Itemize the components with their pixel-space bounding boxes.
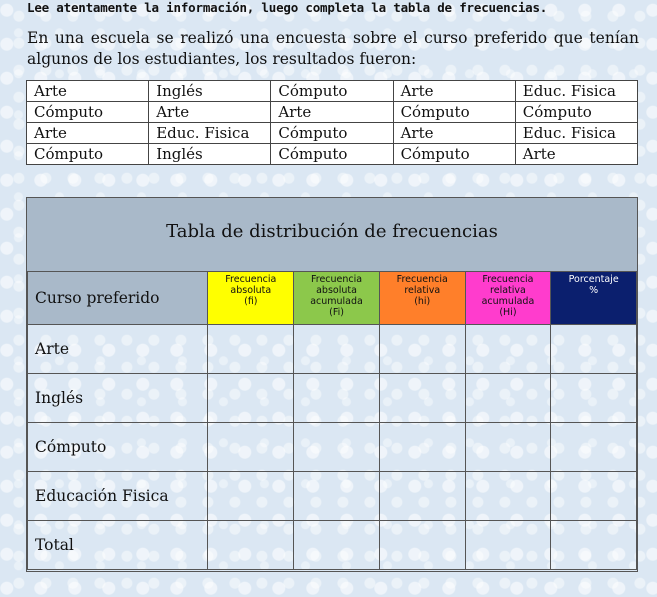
instruction-text: Lee atentamente la información, luego completa la tabla de frecuencias. bbox=[27, 0, 548, 15]
header-frecuencia-absoluta: Frecuencia absoluta (fi) bbox=[208, 272, 294, 325]
header-porcentaje: Porcentaje % bbox=[551, 272, 637, 325]
survey-cell: Arte bbox=[27, 81, 149, 102]
blank-answer-cell[interactable] bbox=[465, 423, 551, 472]
table-row bbox=[28, 374, 637, 423]
survey-cell: Cómputo bbox=[271, 81, 393, 102]
row-label-total: Total bbox=[28, 521, 208, 570]
blank-answer-cell[interactable] bbox=[208, 374, 294, 423]
blank-answer-cell[interactable] bbox=[551, 325, 637, 374]
survey-cell: Arte bbox=[271, 102, 393, 123]
survey-row bbox=[27, 123, 638, 144]
survey-row bbox=[27, 81, 638, 102]
intro-paragraph: En una escuela se realizó una encuesta sobre el curso preferido que tenían algunos de los estudiantes, los resultados fueron: bbox=[27, 29, 639, 68]
row-label-ingles: Inglés bbox=[28, 374, 208, 423]
survey-cell: Inglés bbox=[149, 144, 271, 165]
survey-cell: Arte bbox=[149, 102, 271, 123]
blank-answer-cell[interactable] bbox=[379, 374, 465, 423]
header-frecuencia-absoluta-acumulada: Frecuencia absoluta acumulada (Fi) bbox=[294, 272, 380, 325]
table-row bbox=[28, 423, 637, 472]
blank-answer-cell[interactable] bbox=[294, 374, 380, 423]
frequency-table-container bbox=[26, 197, 638, 572]
blank-answer-cell[interactable] bbox=[379, 521, 465, 570]
header-frecuencia-relativa-acumulada: Frecuencia relativa acumulada (Hi) bbox=[465, 272, 551, 325]
survey-cell: Arte bbox=[393, 81, 515, 102]
survey-cell: Cómputo bbox=[27, 102, 149, 123]
blank-answer-cell[interactable] bbox=[294, 423, 380, 472]
blank-answer-cell[interactable] bbox=[551, 521, 637, 570]
blank-answer-cell[interactable] bbox=[465, 325, 551, 374]
survey-cell: Arte bbox=[393, 123, 515, 144]
frequency-table-title: Tabla de distribución de frecuencias bbox=[27, 198, 637, 273]
survey-cell: Educ. Fisica bbox=[515, 123, 637, 144]
blank-answer-cell[interactable] bbox=[294, 472, 380, 521]
blank-answer-cell[interactable] bbox=[294, 325, 380, 374]
survey-cell: Cómputo bbox=[271, 144, 393, 165]
survey-cell: Educ. Fisica bbox=[149, 123, 271, 144]
survey-cell: Cómputo bbox=[515, 102, 637, 123]
frequency-header-row bbox=[28, 272, 637, 325]
blank-answer-cell[interactable] bbox=[551, 472, 637, 521]
blank-answer-cell[interactable] bbox=[379, 472, 465, 521]
blank-answer-cell[interactable] bbox=[551, 374, 637, 423]
survey-results-table bbox=[26, 80, 638, 165]
survey-row bbox=[27, 144, 638, 165]
blank-answer-cell[interactable] bbox=[379, 423, 465, 472]
row-label-educacion-fisica: Educación Fisica bbox=[28, 472, 208, 521]
table-row bbox=[28, 472, 637, 521]
survey-cell: Inglés bbox=[149, 81, 271, 102]
blank-answer-cell[interactable] bbox=[208, 423, 294, 472]
survey-row bbox=[27, 102, 638, 123]
blank-answer-cell[interactable] bbox=[465, 472, 551, 521]
survey-cell: Educ. Fisica bbox=[515, 81, 637, 102]
survey-cell: Arte bbox=[27, 123, 149, 144]
table-row bbox=[28, 325, 637, 374]
header-frecuencia-relativa: Frecuencia relativa (hi) bbox=[379, 272, 465, 325]
row-label-computo: Cómputo bbox=[28, 423, 208, 472]
blank-answer-cell[interactable] bbox=[465, 374, 551, 423]
row-label-arte: Arte bbox=[28, 325, 208, 374]
survey-cell: Arte bbox=[515, 144, 637, 165]
survey-cell: Cómputo bbox=[393, 144, 515, 165]
survey-cell: Cómputo bbox=[27, 144, 149, 165]
blank-answer-cell[interactable] bbox=[465, 521, 551, 570]
blank-answer-cell[interactable] bbox=[551, 423, 637, 472]
blank-answer-cell[interactable] bbox=[379, 325, 465, 374]
table-row bbox=[28, 521, 637, 570]
blank-answer-cell[interactable] bbox=[208, 325, 294, 374]
frequency-table bbox=[27, 271, 637, 570]
survey-cell: Cómputo bbox=[271, 123, 393, 144]
survey-cell: Cómputo bbox=[393, 102, 515, 123]
header-curso-preferido: Curso preferido bbox=[28, 272, 208, 325]
blank-answer-cell[interactable] bbox=[208, 472, 294, 521]
blank-answer-cell[interactable] bbox=[208, 521, 294, 570]
blank-answer-cell[interactable] bbox=[294, 521, 380, 570]
